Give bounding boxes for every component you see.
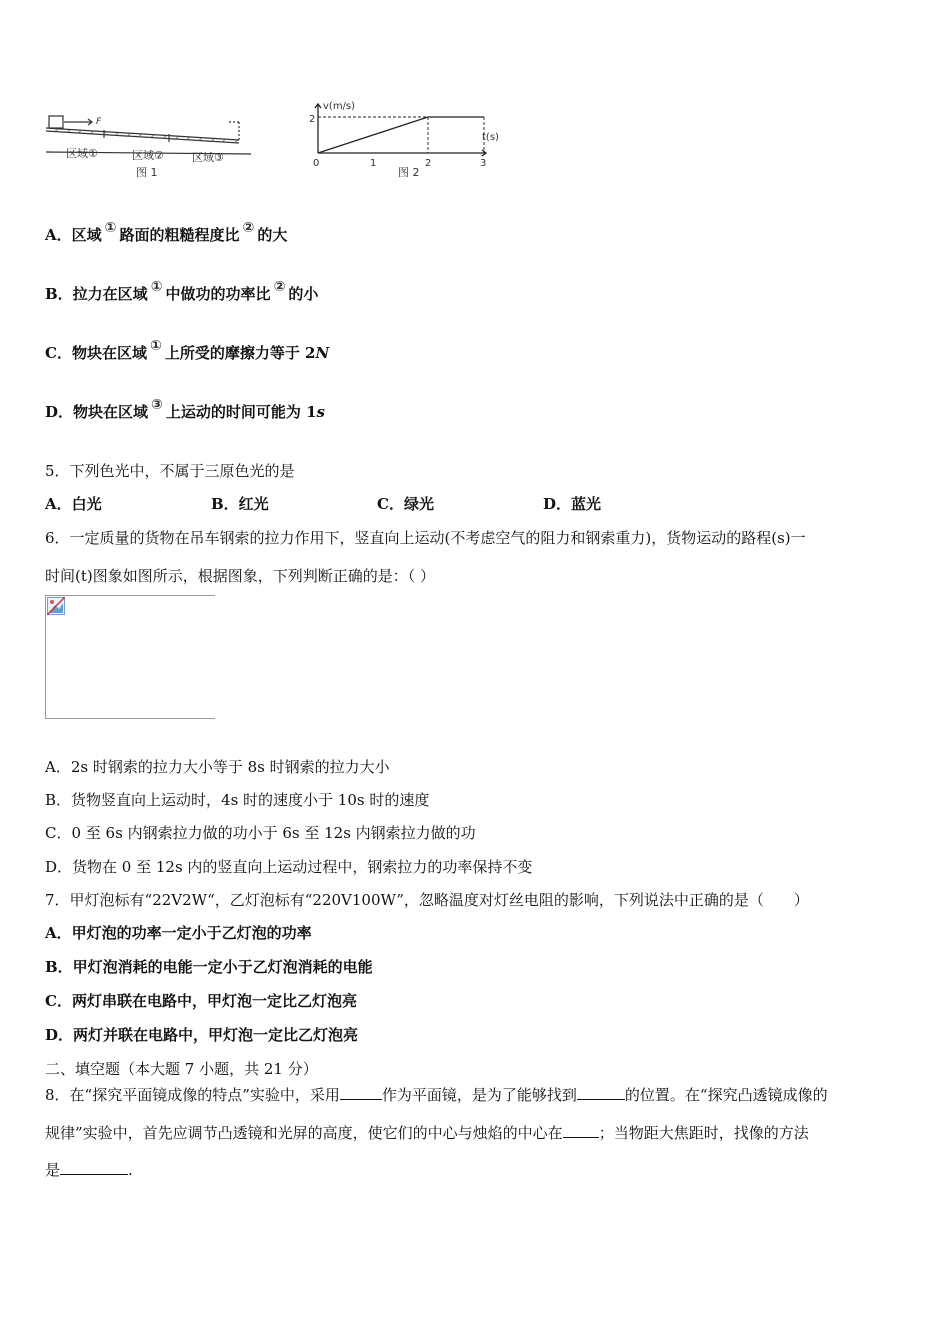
q7-option-d: D．两灯并联在电路中，甲灯泡一定比乙灯泡亮 [45,1026,359,1044]
q4-option-d [45,397,325,422]
q4-a-prefix: A．区域 [45,226,102,244]
region-3-label: 区域③ [192,151,224,164]
q5-option-d: D．蓝光 [543,495,602,513]
q5-option-a: A．白光 [45,495,102,513]
figure-2 [306,98,516,184]
q6-option-b: B．货物竖直向上运动时，4s 时的速度小于 10s 时的速度 [45,791,430,809]
q8-line1 [45,1084,828,1105]
q8-text-4: 规律”实验中，首先应调节凸透镜和光屏的高度，使它们的中心与烛焰的中心在 [45,1124,563,1142]
q8-line3 [45,1159,133,1180]
circled-3: ③ [151,397,163,413]
q6-option-a: A．2s 时钢索的拉力大小等于 8s 时钢索的拉力大小 [45,758,390,776]
q7-stem: 7．甲灯泡标有“22V2W“，乙灯泡标有“220V100W”，忽略温度对灯丝电阻的影响，下列说法中正确的是（ ） [45,891,809,909]
q6-option-c: C．0 至 6s 内钢索拉力做的功小于 6s 至 12s 内钢索拉力做的功 [45,824,476,842]
q5-stem: 5．下列色光中，不属于三原色光的是 [45,462,295,480]
velocity-line [318,117,428,153]
q6-option-d: D．货物在 0 至 12s 内的竖直向上运动过程中，钢索拉力的功率保持不变 [45,858,533,876]
q7-option-c: C．两灯串联在电路中，甲灯泡一定比乙灯泡亮 [45,992,357,1010]
q8-text-3: 的位置。在“探究凸透镜成像的 [624,1086,828,1104]
figure-1 [44,112,256,182]
broken-image-placeholder [45,595,215,719]
q4-b-suffix: 的小 [288,285,319,303]
q4-d-mid: 上运动的时间可能为 1 [165,403,317,421]
block [49,116,63,128]
figure-1-label: 图 1 [136,166,158,179]
road-surface [46,128,239,140]
fill-blank-2[interactable] [577,1085,625,1100]
fill-blank-4[interactable] [60,1160,128,1175]
q4-a-suffix: 的大 [257,226,288,244]
circled-2: ② [242,220,255,236]
q6-stem-line1: 6．一定质量的货物在吊车钢索的拉力作用下，竖直向上运动(不考虑空气的阻力和钢索重力)，货物运动的路程(s)一 [45,529,806,547]
q8-text-2: 作为平面镜，是为了能够找到 [381,1086,577,1104]
q4-option-c [45,338,330,363]
unit-s: s [316,403,325,421]
q8-line2 [45,1122,809,1143]
q7-option-b: B．甲灯泡消耗的电能一定小于乙灯泡消耗的电能 [45,958,373,976]
q4-b-mid: 中做功的功率比 [165,285,271,303]
region-2-label: 区域② [132,149,164,162]
force-label: F [96,117,102,127]
q4-b-prefix: B．拉力在区域 [45,285,148,303]
origin-label: 0 [313,158,320,169]
q4-a-mid: 路面的粗糙程度比 [119,226,240,244]
q4-c-prefix: C．物块在区域 [45,344,147,362]
q5-option-c: C．绿光 [377,495,434,513]
x-axis-label: t(s) [482,132,499,143]
x-tick-2: 2 [425,158,432,169]
circled-1: ① [104,220,117,236]
q8-text-1: 8．在“探究平面镜成像的特点”实验中，采用 [45,1086,340,1104]
broken-image-icon [47,597,65,615]
region-1-label: 区域① [66,147,98,160]
x-tick-3: 3 [480,158,487,169]
y-axis-label: v(m/s) [323,101,356,112]
x-tick-1: 1 [370,158,377,169]
y-tick-2: 2 [309,114,316,125]
q5-option-b: B．红光 [211,495,269,513]
q4-option-b [45,279,319,304]
q8-text-5: ；当物距大焦距时，找像的方法 [598,1124,809,1142]
q8-text-6: 是 [45,1161,61,1179]
circled-2: ② [273,279,286,295]
q6-stem-line2: 时间(t)图象如图所示，根据图象，下列判断正确的是：（ ） [45,567,436,585]
fill-blank-3[interactable] [563,1123,599,1138]
unit-n: N [315,344,330,362]
section-2-title: 二、填空题（本大题 7 小题，共 21 分） [45,1060,318,1078]
q4-option-a [45,220,288,245]
q4-d-prefix: D．物块在区域 [45,403,149,421]
fill-blank-1[interactable] [340,1085,382,1100]
q8-text-7: . [128,1161,133,1179]
circled-1: ① [149,338,162,354]
q7-option-a: A．甲灯泡的功率一定小于乙灯泡的功率 [45,924,312,942]
figure-2-label: 图 2 [398,166,420,179]
circled-1: ① [150,279,163,295]
q4-c-mid: 上所受的摩擦力等于 2 [164,344,316,362]
